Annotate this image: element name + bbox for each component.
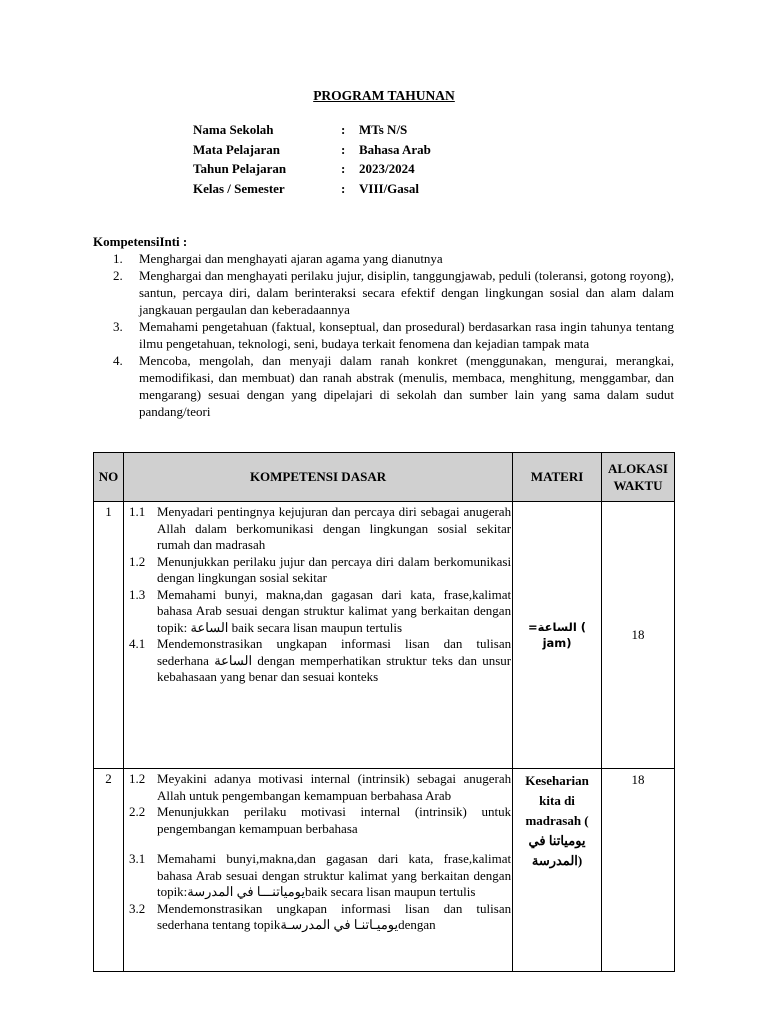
kd-text: Mendemonstrasikan ungkapan informasi lisan dan tulisan sederhana الساعة dengan memperhatikan struktur teks dan unsur kebahasaan yang benar dan sesuai konteks	[156, 636, 512, 684]
kd-text: Memahami bunyi,makna,dan gagasan dari kata, frase,kalimat bahasa Arab sesuai dengan struktur kalimat yang berkaitan dengan topik:يومياتنـــا في المدرسةbaik secara lisan maupun tertulis	[156, 851, 512, 899]
materi-cell	[513, 769, 602, 972]
kd-number: 1.3	[128, 586, 146, 602]
kd-item	[129, 587, 511, 637]
identity-label: Tahun Pelajaran	[193, 161, 287, 176]
materi-cell	[513, 502, 602, 769]
identity-value: Bahasa Arab	[359, 141, 431, 157]
ki-number: 2.	[113, 268, 123, 283]
kd-number: 4.1	[128, 636, 146, 651]
kd-item	[129, 636, 511, 686]
identity-row	[193, 142, 431, 162]
header-no: NO	[94, 453, 124, 502]
kd-number: 2.2	[128, 804, 146, 819]
kd-item	[129, 901, 511, 934]
kd-text: Meyakini adanya motivasi internal (intrinsik) sebagai anugerah Allah untuk pengembangan kemampuan berbahasa Arab	[156, 771, 512, 803]
kd-cell	[123, 769, 512, 972]
row-number: 2	[94, 769, 124, 972]
ki-text: Mencoba, mengolah, dan menyaji dalam ranah konkret (menggunakan, mengurai, merangkai, memodifikasi, dan membuat) dan ranah abstrak (menulis, membaca, menghitung, menggambar, dan mengarang) sesuai dengan yang dipelajari di sekolah dan sumber lain yang sama dalam sudut pandang/teori	[139, 353, 674, 419]
kd-item	[129, 851, 511, 901]
kd-number: 3.2	[128, 900, 146, 916]
ki-item	[113, 352, 674, 420]
ki-text: Memahami pengetahuan (faktual, konseptual, dan prosedural) berdasarkan rasa ingin tahunya tentang ilmu pengetahuan, teknologi, seni, budaya terkait fenomena dan kejadian tampak mata	[139, 319, 674, 351]
identity-separator: :	[341, 122, 346, 137]
kd-number: 1.2	[128, 553, 146, 569]
kd-cell	[123, 502, 512, 769]
identity-row	[193, 161, 431, 181]
identity-separator: :	[341, 180, 346, 196]
identity-value: VIII/Gasal	[359, 180, 419, 196]
materi-text: =الساعة ( jam)	[528, 620, 587, 650]
identity-separator: :	[341, 141, 346, 157]
identity-value: 2023/2024	[359, 161, 415, 176]
kd-number: 3.1	[128, 851, 146, 866]
kd-item	[129, 554, 511, 587]
spacer	[129, 837, 511, 851]
alokasi-cell: 18	[602, 502, 675, 769]
kd-number: 1.2	[128, 771, 146, 786]
header-kompetensi-dasar: KOMPETENSI DASAR	[123, 453, 512, 502]
ki-item	[113, 318, 674, 352]
kd-item	[129, 771, 511, 804]
kd-text: Menunjukkan perilaku jujur dan percaya diri dalam berkomunikasi dengan lingkungan sosial sekitar	[156, 553, 512, 585]
kd-text: Menyadari pentingnya kejujuran dan percaya diri sebagai anugerah Allah dalam berkomunikasi dengan lingkungan sosial sekitar rumah dan madrasah	[156, 504, 512, 552]
ki-item	[113, 267, 674, 318]
row-number: 1	[94, 502, 124, 769]
identity-value: MTs N/S	[359, 122, 408, 137]
ki-text: Menghargai dan menghayati perilaku jujur, disiplin, tanggungjawab, peduli (toleransi, gotong royong), santun, percaya diri, dalam berinteraksi secara efektif dengan lingkungan sosial dan alam dalam jangkauan pergaulan dan keberadaannya	[139, 268, 674, 317]
kd-item	[129, 804, 511, 837]
table-row	[94, 502, 675, 769]
ki-number: 3.	[113, 319, 123, 334]
ki-heading: KompetensiInti :	[93, 234, 188, 249]
table-header-row	[94, 453, 675, 502]
identity-label: Kelas / Semester	[193, 180, 285, 196]
ki-list	[113, 250, 674, 420]
kd-text: Mendemonstrasikan ungkapan informasi lisan dan tulisan sederhana tentang topikيوميـاتنـا في المدرسـةdengan	[156, 900, 512, 932]
kompetensi-dasar-table	[93, 452, 675, 972]
header-alokasi-waktu: ALOKASI WAKTU	[602, 453, 675, 502]
identity-block	[193, 122, 431, 200]
ki-number: 1.	[113, 251, 123, 266]
kd-item	[129, 504, 511, 554]
kd-text: Memahami bunyi, makna,dan gagasan dari kata, frase,kalimat bahasa Arab sesuai dengan struktur kalimat yang berkaitan dengan topik: الساعة baik secara lisan maupun tertulis	[156, 586, 512, 635]
identity-separator: :	[341, 161, 346, 176]
identity-label: Nama Sekolah	[193, 122, 274, 137]
alokasi-cell: 18	[602, 769, 675, 972]
table-row	[94, 769, 675, 972]
materi-text: Keseharian kita di madrasah ( يومياتنا في المدرسة)	[525, 773, 589, 868]
ki-item	[113, 250, 674, 267]
kd-number: 1.1	[128, 504, 146, 519]
ki-number: 4.	[113, 353, 123, 368]
identity-row	[193, 122, 431, 142]
identity-label: Mata Pelajaran	[193, 141, 281, 157]
header-materi: MATERI	[513, 453, 602, 502]
identity-row	[193, 181, 431, 201]
ki-text: Menghargai dan menghayati ajaran agama yang dianutnya	[139, 251, 443, 266]
kd-text: Menunjukkan perilaku motivasi internal (intrinsik) untuk pengembangan kemampuan berbahasa	[156, 804, 512, 836]
document-title: PROGRAM TAHUNAN	[313, 88, 455, 103]
